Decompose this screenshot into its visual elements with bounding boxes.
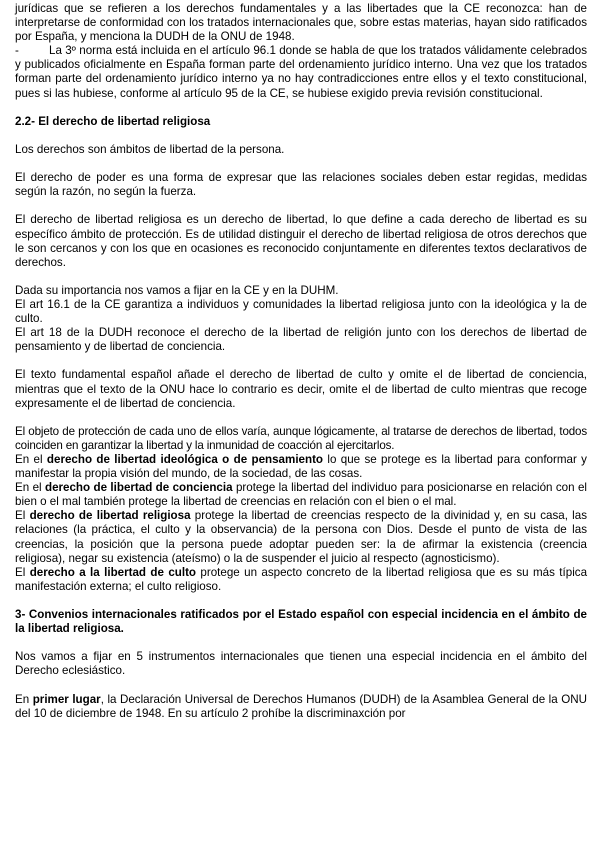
text: protege un aspecto concreto de la libertad religiosa que es su más típica manifestación externa; el culto religioso. xyxy=(15,565,588,593)
paragraph: El objeto de protección de cada uno de ellos varía, aunque lógicamente, al tratarse de derechos de libertad, todos coinciden en garantizar la libertad y la inmunidad de coacción al ejercitarlos. xyxy=(15,424,587,452)
text: El xyxy=(15,565,30,579)
paragraph: Dada su importancia nos vamos a fijar en la CE y en la DUHM. xyxy=(15,283,339,297)
bold-term: derecho a la libertad de culto xyxy=(29,565,197,579)
paragraph: El derecho de poder es una forma de expresar que las relaciones sociales deben estar regidas, medidas según la razón, no según la fuerza. xyxy=(15,171,587,199)
paragraph-primer-lugar xyxy=(15,693,587,721)
paragraph-conciencia xyxy=(15,481,587,509)
text: lo que se protege es la libertad para conformar y manifestar la propia visión del mundo, de la sociedad, de las cosas. xyxy=(15,453,587,481)
bold-term: derecho de libertad de conciencia xyxy=(45,481,233,495)
paragraph-ideologica xyxy=(15,453,587,481)
paragraph-text: La 3º norma está incluida en el artículo 96.1 donde se habla de que los tratados válidamente celebrados y publicados oficialmente en España forman parte del ordenamiento jurídico interno. Una vez que los tratados forman parte del ordenamiento jurídico interno ya no hay contradicciones entre ellos y el texto constitucional, pues si las hubiese, conforme al artículo 95 de la CE, se hubiese exigido previa revisión constitucional. xyxy=(15,44,587,100)
section-heading-2-2: 2.2- El derecho de libertad religiosa xyxy=(15,114,211,128)
paragraph: El derecho de libertad religiosa es un derecho de libertad, lo que define a cada derecho de libertad es su específico ámbito de protección. Es de utilidad distinguir el derecho de libertad religiosa de otros derechos que le son cercanos y con los que en ocasiones es reconocido conjuntamente en diferentes textos declarativos de derechos. xyxy=(15,213,587,269)
paragraph: El texto fundamental español añade el derecho de libertad de culto y omite el de libertad de conciencia, mientras que el texto de la ONU hace lo contrario es decir, omite el de libertad de culto mientras que recoge expresamente el de libertad de conciencia. xyxy=(15,368,587,410)
paragraph: El art 18 de la DUDH reconoce el derecho de la libertad de religión junto con los derechos de libertad de pensamiento y de libertad de conciencia. xyxy=(15,326,587,354)
paragraph-culto xyxy=(15,566,587,594)
paragraph-religiosa xyxy=(15,509,587,565)
text: El xyxy=(15,509,30,523)
text: En el xyxy=(15,481,45,495)
bold-term: derecho de libertad ideológica o de pensamiento xyxy=(46,453,324,466)
paragraph: Nos vamos a fijar en 5 instrumentos internacionales que tienen una especial incidencia en el ámbito del Derecho eclesiástico. xyxy=(15,650,587,678)
text: , la Declaración Universal de Derechos Humanos (DUDH) de la Asamblea General de la ONU del 10 de diciembre de 1948. En su artículo 2 prohíbe la discriminaxción por xyxy=(15,692,587,720)
bold-term: derecho de libertad religiosa xyxy=(29,509,191,523)
text: protege la libertad del individuo para posicionarse en relación con el bien o el mal también protege la libertad de creencias en relación con el bien o el mal. xyxy=(15,481,587,509)
text: En xyxy=(15,692,33,706)
paragraph: Los derechos son ámbitos de libertad de la persona. xyxy=(15,142,285,156)
paragraph: El art 16.1 de la CE garantiza a individuos y comunidades la libertad religiosa junto con la ideológica y la de culto. xyxy=(15,297,587,326)
section-heading-3: 3- Convenios internacionales ratificados por el Estado español con especial incidencia en el ámbito de la libertad religiosa. xyxy=(15,608,587,636)
text: En el xyxy=(15,453,47,466)
text: protege la libertad de creencias respecto de la divinidad y, en su casa, las relaciones (la práctica, el culto y la observancia) de la persona con Dios. Desde el punto de vista de las creencias, la posición que la persona puede adoptar pueden ser: la de afirmar la existencia (creencia religiosa), negar su existencia (ateísmo) o la de suspender el juicio al respecto (agnosticismo). xyxy=(15,509,588,565)
paragraph: jurídicas que se refieren a los derechos fundamentales y a las libertades que la CE reconozca: han de interpretarse de conformidad con los tratados internacionales que, sobre estas materias, hayan sido ratificados por España, y menciona la DUDH de la ONU de 1948. xyxy=(15,2,587,44)
bold-term: primer lugar xyxy=(32,692,101,706)
dash-marker: - xyxy=(15,44,19,58)
paragraph-dash-item xyxy=(15,44,587,100)
